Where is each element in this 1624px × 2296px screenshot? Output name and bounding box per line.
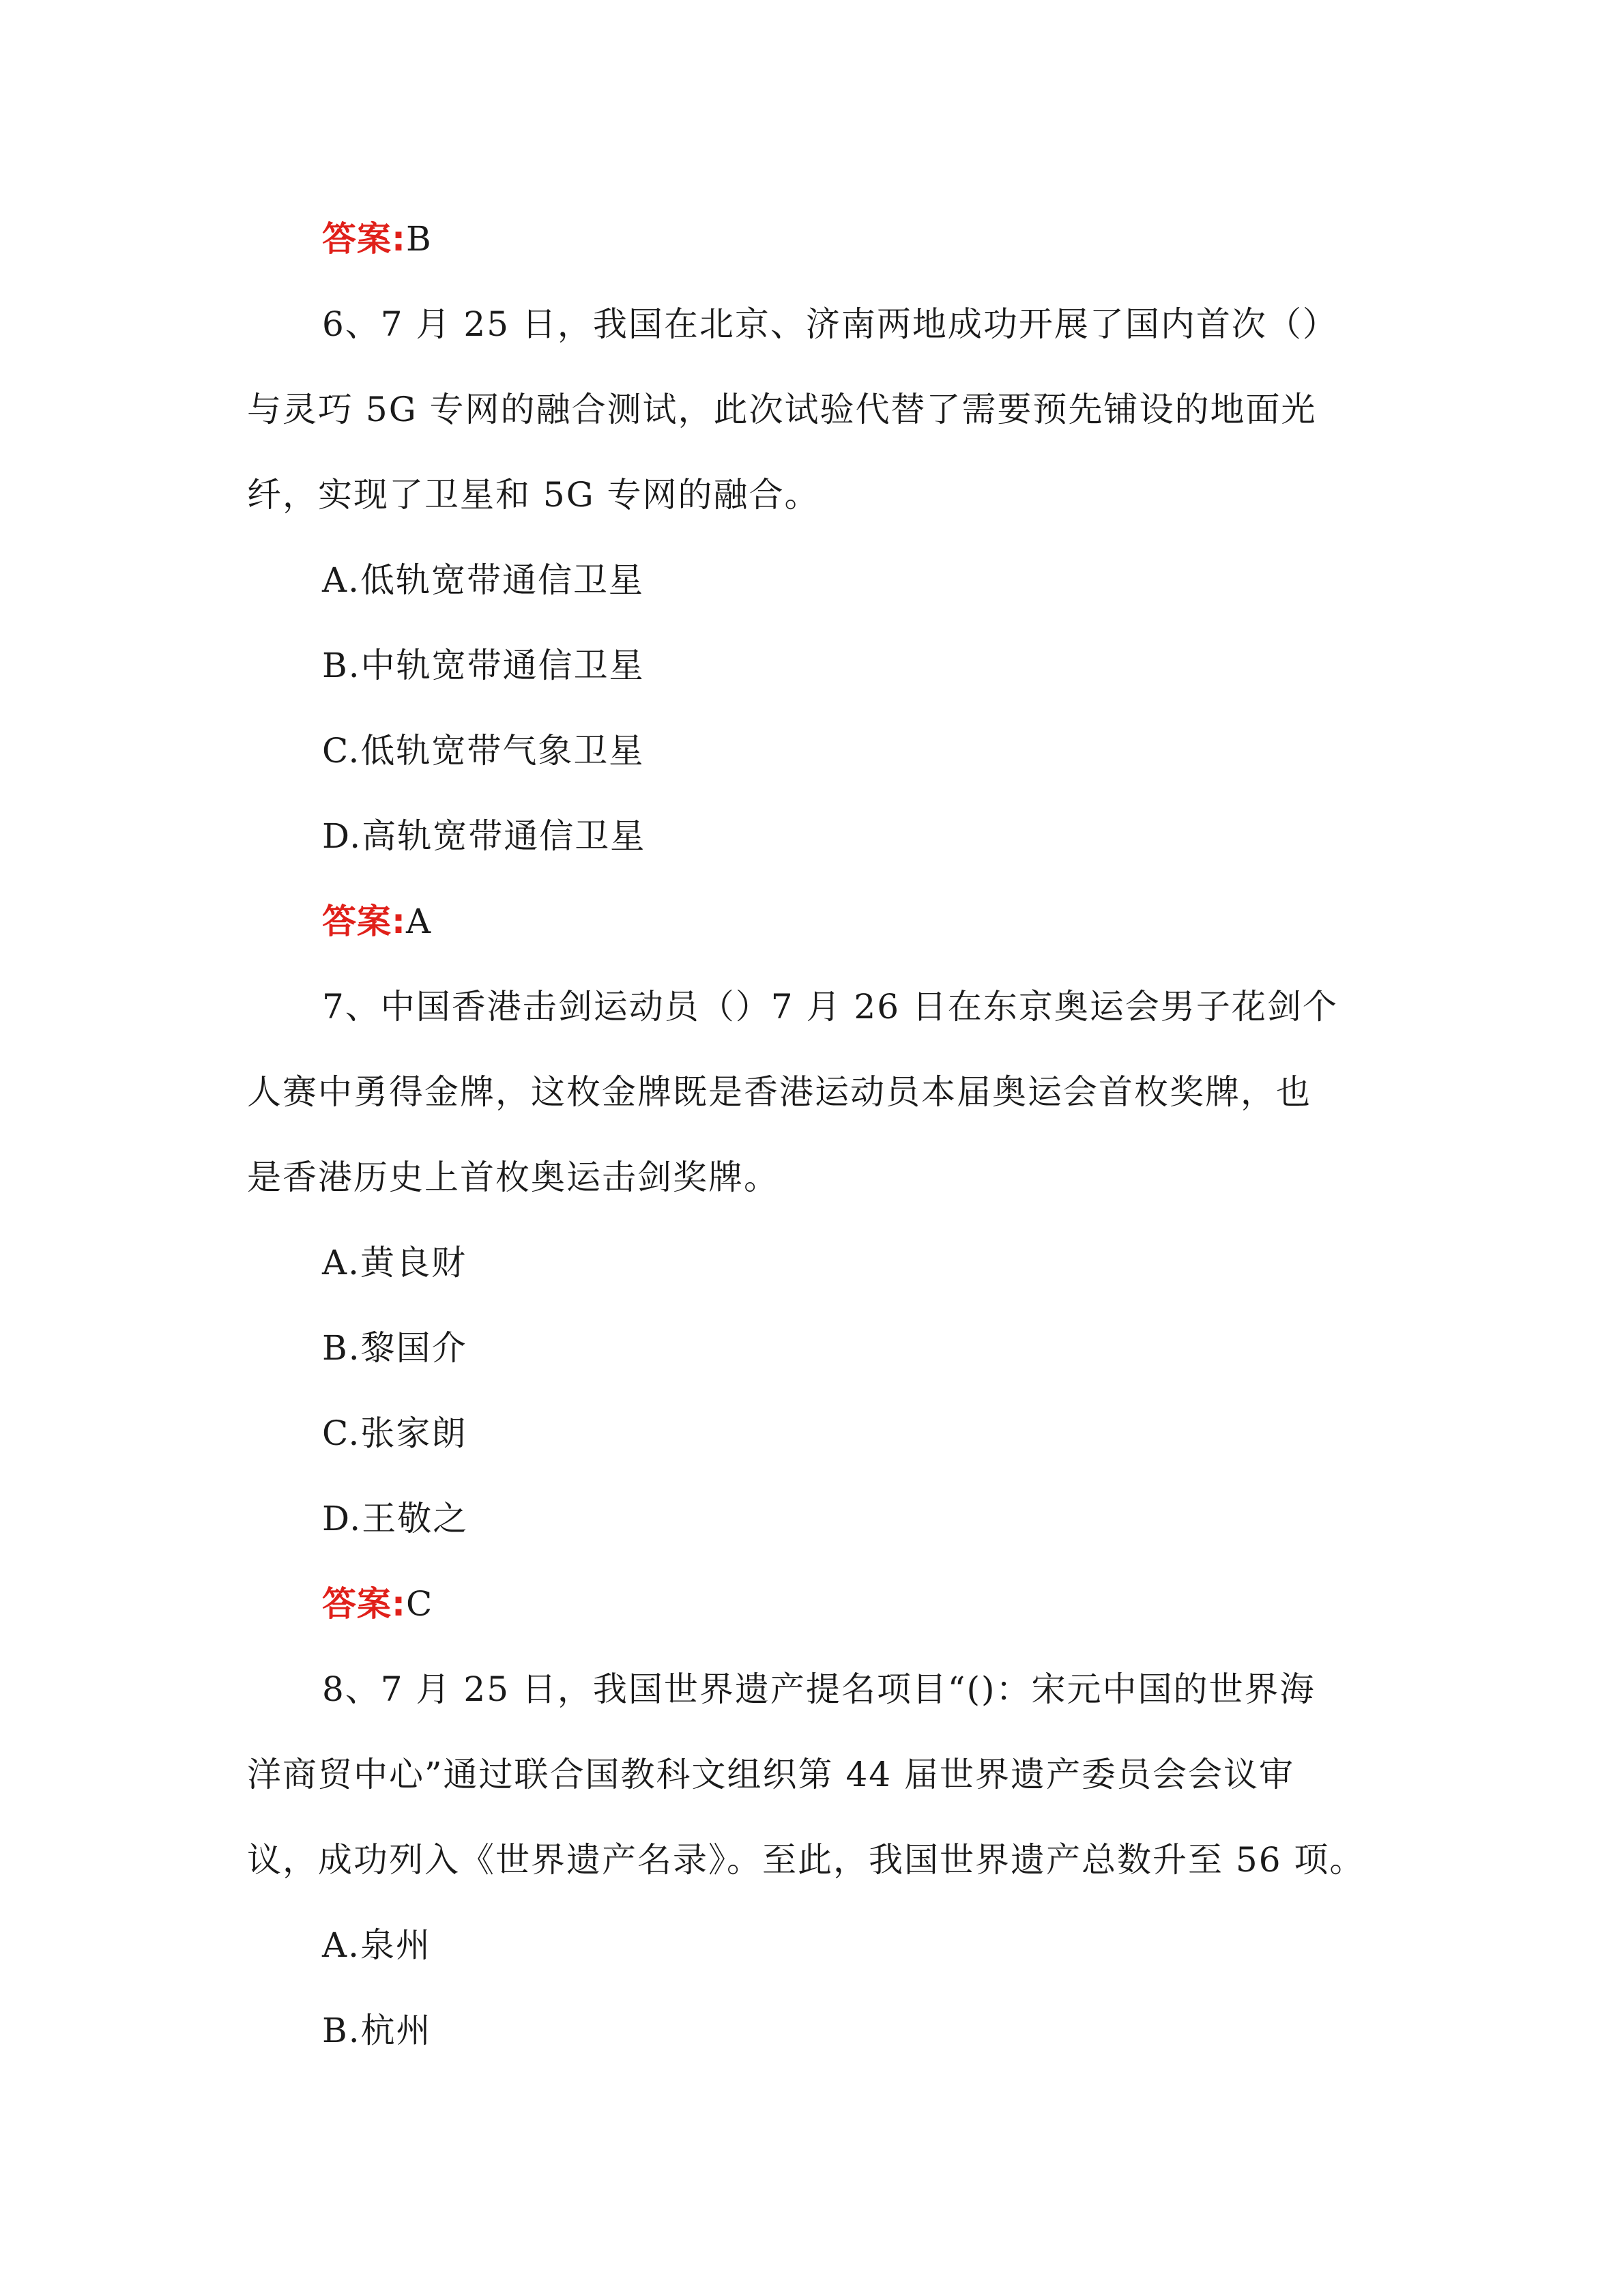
answer-7 bbox=[322, 1562, 1455, 1647]
question-8-line-1: 8、7 月 25 日，我国世界遗产提名项目“()：宋元中国的世界海 bbox=[322, 1669, 1316, 1709]
answer-label: 答案: bbox=[322, 1584, 406, 1624]
question-7-line-2: 人赛中勇得金牌，这枚金牌既是香港运动员本届奥运会首枚奖牌，也 bbox=[247, 1072, 1311, 1112]
question-6-option-c: C.低轨宽带气象卫星 bbox=[322, 731, 645, 771]
question-8-line-3: 议，成功列入《世界遗产名录》。至此，我国世界遗产总数升至 56 项。 bbox=[247, 1840, 1365, 1880]
question-6-line-1: 6、7 月 25 日，我国在北京、济南两地成功开展了国内首次（） bbox=[322, 304, 1338, 344]
question-7-line-1: 7、中国香港击剑运动员（）7 月 26 日在东京奥运会男子花剑个 bbox=[322, 987, 1338, 1027]
question-7-option-a: A.黄良财 bbox=[322, 1243, 467, 1282]
answer-value: B bbox=[406, 219, 433, 259]
question-6-option-a: A.低轨宽带通信卫星 bbox=[322, 560, 645, 600]
question-6-option-d: D.高轨宽带通信卫星 bbox=[322, 816, 646, 856]
answer-value: A bbox=[406, 902, 433, 941]
answer-label: 答案: bbox=[322, 902, 406, 941]
question-8-option-b: B.杭州 bbox=[322, 2011, 432, 2050]
question-8-line-2: 洋商贸中心”通过联合国教科文组织第 44 届世界遗产委员会会议审 bbox=[247, 1755, 1294, 1794]
question-6-line-3: 纤，实现了卫星和 5G 专网的融合。 bbox=[247, 475, 820, 515]
question-6-option-b: B.中轨宽带通信卫星 bbox=[322, 646, 645, 685]
question-7-option-b: B.黎国介 bbox=[322, 1328, 467, 1368]
answer-label: 答案: bbox=[322, 219, 406, 259]
answer-value: C bbox=[406, 1584, 434, 1624]
question-6-line-2: 与灵巧 5G 专网的融合测试，此次试验代替了需要预先铺设的地面光 bbox=[247, 390, 1317, 429]
answer-6 bbox=[322, 879, 1455, 964]
question-7-option-c: C.张家朗 bbox=[322, 1414, 467, 1453]
question-7-option-d: D.王敬之 bbox=[322, 1499, 469, 1538]
question-8-option-a: A.泉州 bbox=[322, 1925, 432, 1965]
answer-5 bbox=[322, 197, 1455, 282]
question-7-line-3: 是香港历史上首枚奥运击剑奖牌。 bbox=[247, 1158, 779, 1197]
